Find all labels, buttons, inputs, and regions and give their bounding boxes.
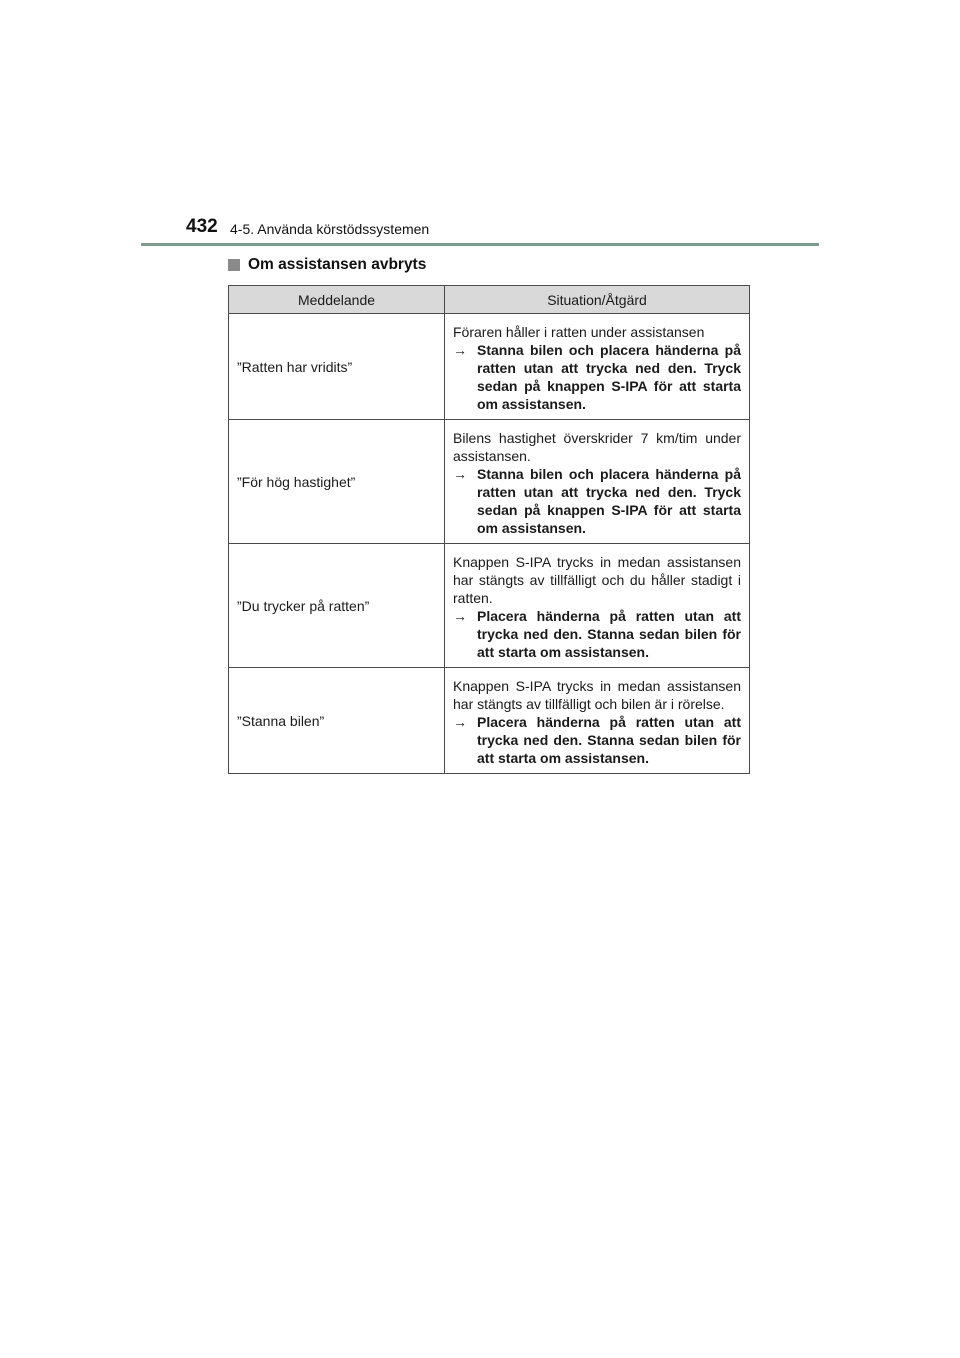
message-cell: ”För hög hastighet” — [229, 420, 445, 544]
message-cell: ”Du trycker på ratten” — [229, 544, 445, 668]
situation-text: Föraren håller i ratten under assistansen — [453, 324, 705, 340]
table-row — [229, 544, 750, 668]
situation-cell — [445, 314, 750, 420]
table-row — [229, 314, 750, 420]
section-title: Om assistansen avbryts — [248, 256, 427, 273]
situation-text: Bilens hastighet överskrider 7 km/tim under assistansen. — [453, 430, 741, 464]
action-line — [453, 465, 741, 537]
column-header-situation: Situation/Åtgärd — [445, 286, 750, 314]
action-line — [453, 607, 741, 661]
situation-text: Knappen S-IPA trycks in medan assistansen har stängts av tillfälligt och du håller stadigt i ratten. — [453, 554, 741, 606]
message-table — [228, 285, 750, 774]
column-header-message: Meddelande — [229, 286, 445, 314]
table-row — [229, 420, 750, 544]
message-cell: ”Ratten har vridits” — [229, 314, 445, 420]
action-line — [453, 341, 741, 413]
action-line — [453, 713, 741, 767]
action-text: Stanna bilen och placera händerna på ratten utan att trycka ned den. Tryck sedan på knappen S-IPA för att starta om assistansen. — [477, 342, 741, 412]
section-marker-icon — [228, 259, 240, 271]
header-rule — [141, 243, 819, 246]
action-text: Placera händerna på ratten utan att trycka ned den. Stanna sedan bilen för att starta om assistansen. — [477, 714, 741, 766]
page-number: 432 — [186, 216, 218, 237]
table-header-row — [229, 286, 750, 314]
action-text: Placera händerna på ratten utan att trycka ned den. Stanna sedan bilen för att starta om assistansen. — [477, 608, 741, 660]
arrow-right-icon: → — [453, 608, 467, 624]
arrow-right-icon: → — [453, 714, 467, 730]
situation-cell — [445, 668, 750, 774]
section-heading — [228, 256, 426, 274]
arrow-right-icon: → — [453, 466, 467, 482]
chapter-title: 4-5. Använda körstödssystemen — [230, 221, 430, 237]
situation-text: Knappen S-IPA trycks in medan assistansen har stängts av tillfälligt och bilen är i rörelse. — [453, 678, 741, 712]
situation-cell — [445, 420, 750, 544]
situation-cell — [445, 544, 750, 668]
arrow-right-icon: → — [453, 342, 467, 358]
message-cell: ”Stanna bilen” — [229, 668, 445, 774]
action-text: Stanna bilen och placera händerna på ratten utan att trycka ned den. Tryck sedan på knappen S-IPA för att starta om assistansen. — [477, 466, 741, 536]
table-row — [229, 668, 750, 774]
